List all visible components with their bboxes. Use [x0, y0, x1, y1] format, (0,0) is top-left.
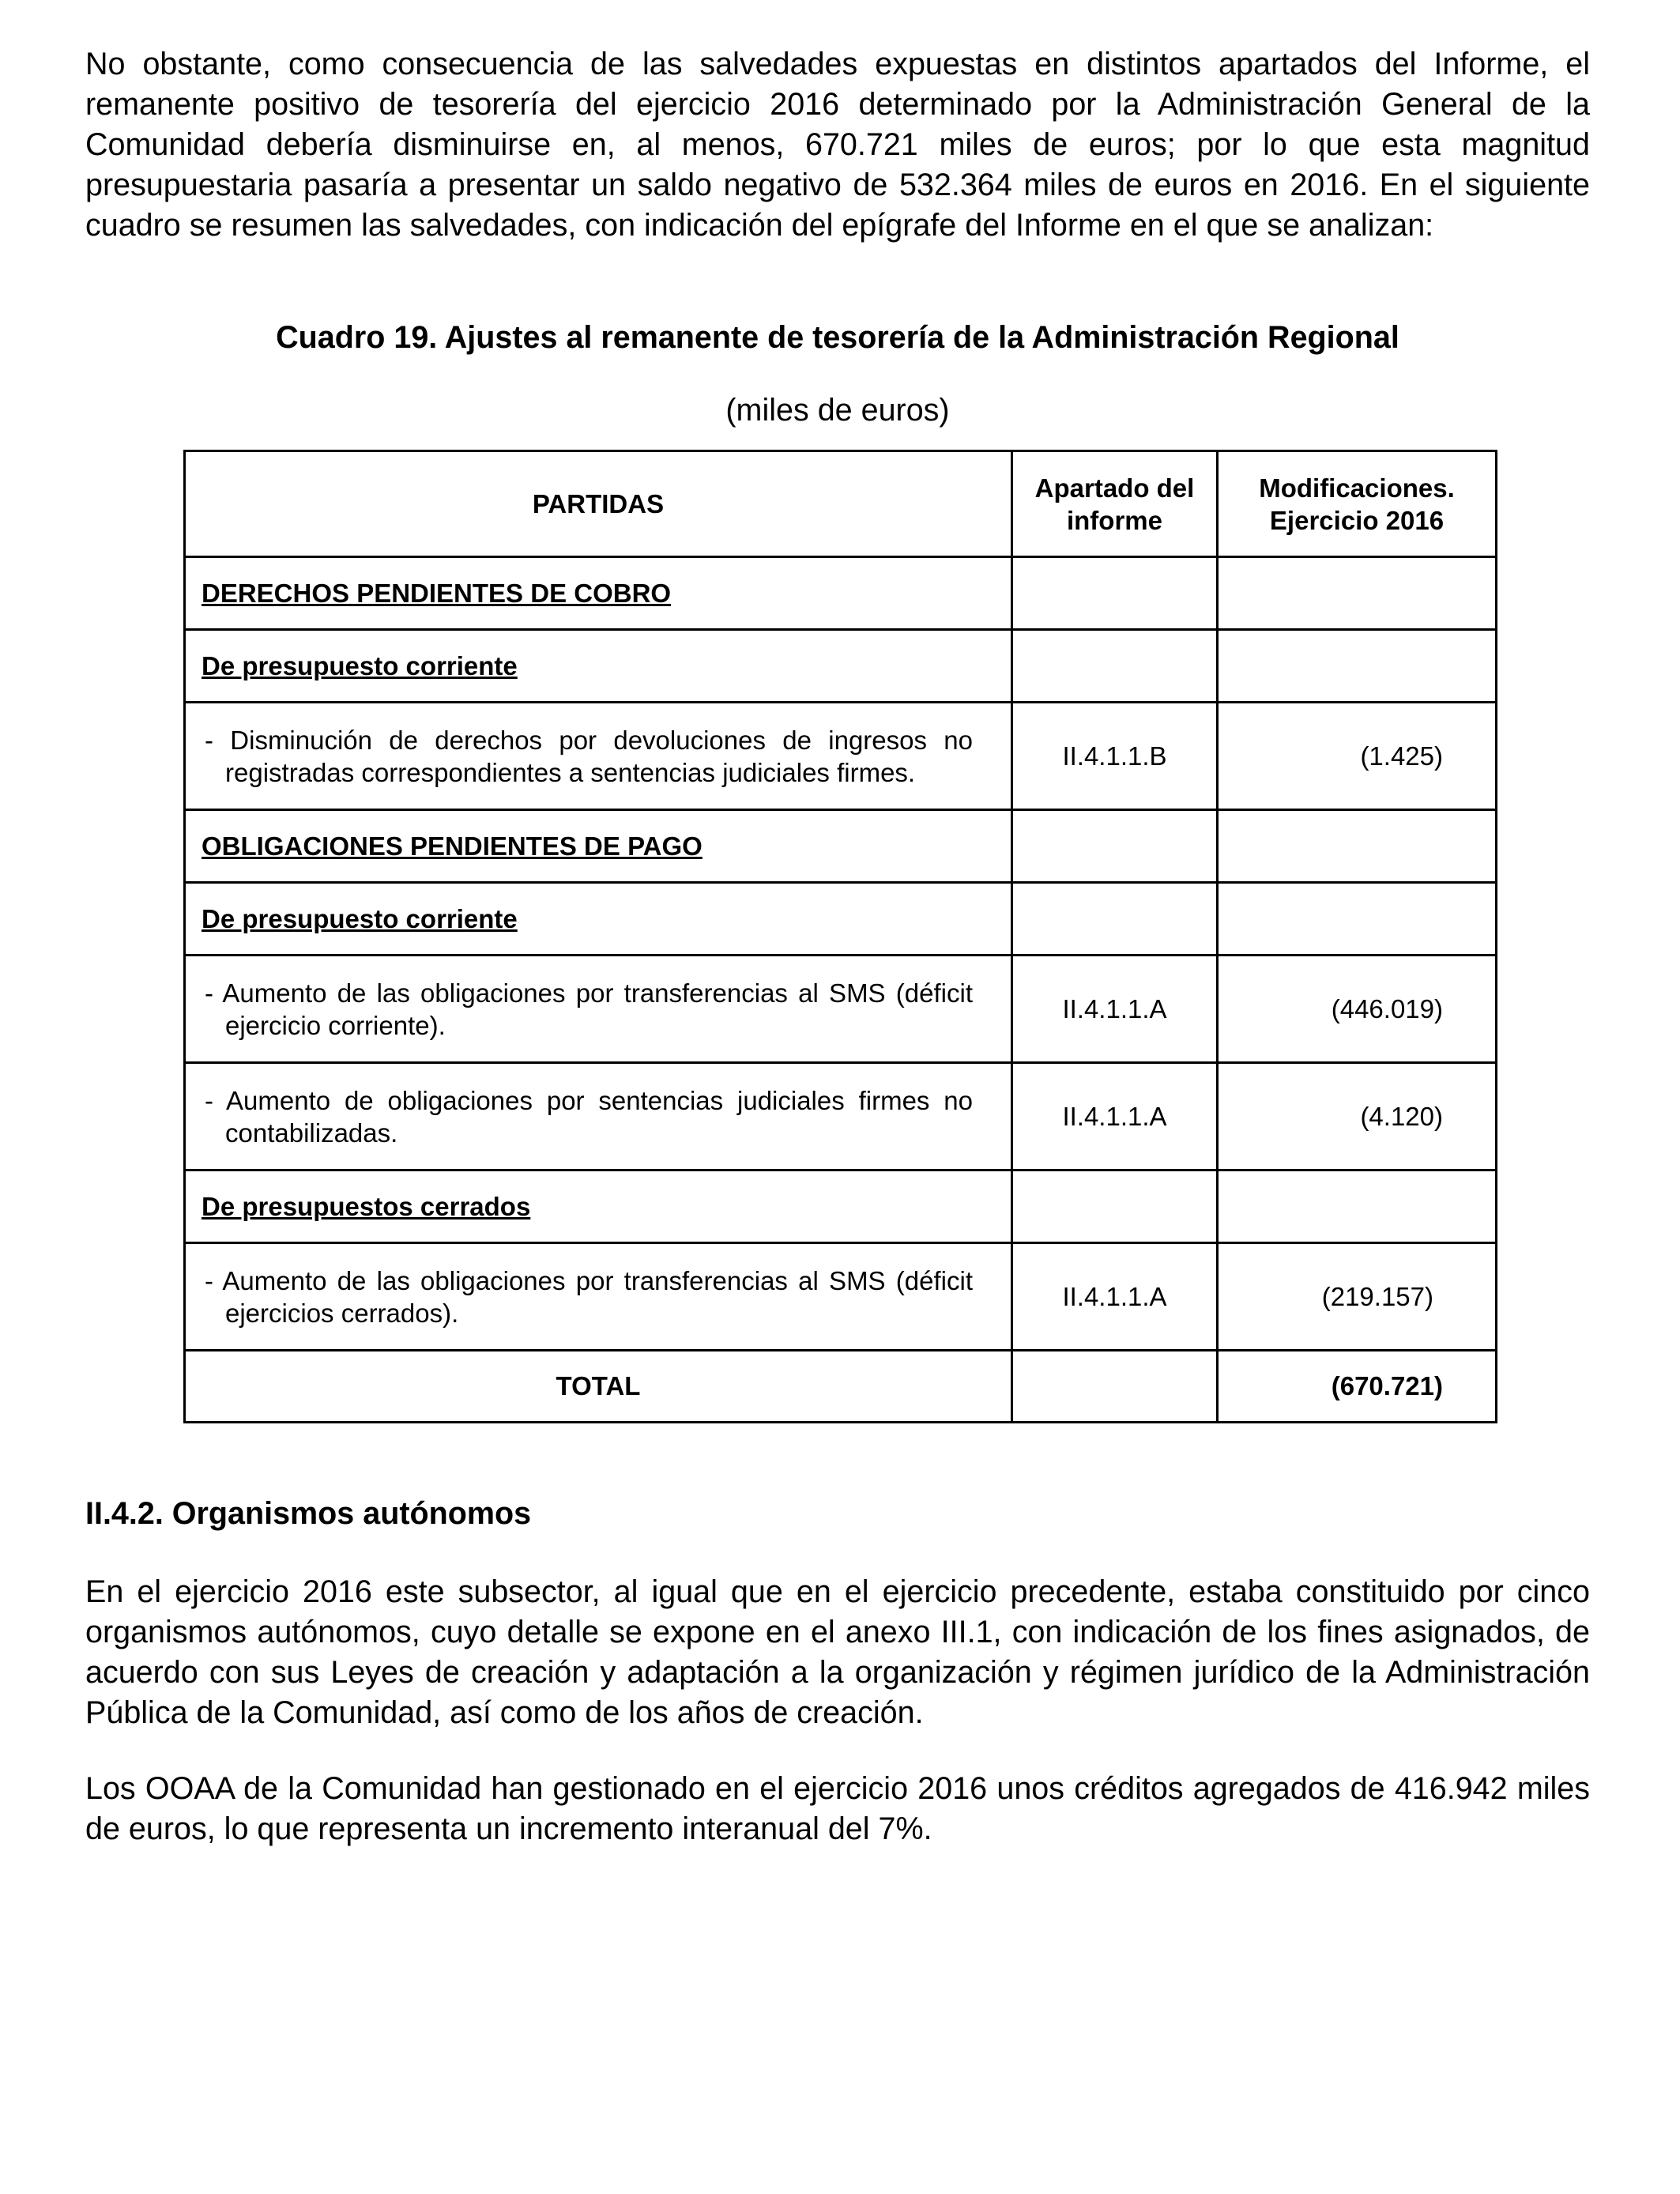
- table-title: Cuadro 19. Ajustes al remanente de tesorería de la Administración Regional: [276, 320, 1399, 355]
- paragraph-creditos: Los OOAA de la Comunidad han gestionado en el ejercicio 2016 unos créditos agregados de 416.942 miles de euros, lo que representa un incremento interanual del 7%.: [85, 1771, 1590, 1846]
- table-header-row: [185, 451, 1497, 557]
- table-row: [185, 1243, 1497, 1351]
- subsection-label: De presupuestos cerrados: [185, 1171, 1012, 1243]
- total-importe: (670.721): [1218, 1351, 1497, 1423]
- subsection-label: De presupuesto corriente: [185, 630, 1012, 703]
- paragraph-organismos: En el ejercicio 2016 este subsector, al igual que en el ejercicio precedente, estaba constituido por cinco organismos autónomos, cuyo detalle se expone en el anexo III.1, con indicación de los fines asignados, de acuerdo con sus Leyes de creación y adaptación a la organización y régimen jurídico de la Administración Pública de la Comunidad, así como de los años de creación.: [85, 1574, 1590, 1730]
- header-modificaciones: Modificaciones. Ejercicio 2016: [1218, 451, 1497, 557]
- table-row: [185, 630, 1497, 703]
- subsection-label: De presupuesto corriente: [185, 883, 1012, 956]
- table-row: [185, 557, 1497, 630]
- header-apartado: Apartado del informe: [1012, 451, 1218, 557]
- table-row: [185, 810, 1497, 883]
- item-label: - Aumento de las obligaciones por transferencias al SMS (déficit ejercicios cerrados).: [205, 1265, 973, 1328]
- item-label: - Aumento de obligaciones por sentencias judiciales firmes no contabilizadas.: [205, 1085, 973, 1148]
- section-heading: II.4.2. Organismos autónomos: [85, 1496, 532, 1531]
- table-row: [185, 956, 1497, 1063]
- table-total-row: [185, 1351, 1497, 1423]
- item-importe: (4.120): [1218, 1063, 1497, 1171]
- total-label: TOTAL: [185, 1351, 1012, 1423]
- item-importe: (1.425): [1218, 703, 1497, 810]
- item-apartado: II.4.1.1.A: [1012, 956, 1218, 1063]
- item-importe: (446.019): [1218, 956, 1497, 1063]
- table-row: [185, 883, 1497, 956]
- table-row: [185, 703, 1497, 810]
- item-apartado: II.4.1.1.B: [1012, 703, 1218, 810]
- item-importe: (219.157): [1218, 1243, 1497, 1351]
- table-row: [185, 1171, 1497, 1243]
- item-label: - Aumento de las obligaciones por transferencias al SMS (déficit ejercicio corriente).: [205, 978, 973, 1040]
- header-partidas: PARTIDAS: [185, 451, 1012, 557]
- item-label: - Disminución de derechos por devoluciones de ingresos no registradas correspondientes a sentencias judiciales firmes.: [205, 725, 973, 787]
- table-units: (miles de euros): [725, 393, 950, 428]
- table-row: [185, 1063, 1497, 1171]
- section-label: DERECHOS PENDIENTES DE COBRO: [185, 557, 1012, 630]
- item-apartado: II.4.1.1.A: [1012, 1063, 1218, 1171]
- intro-paragraph: No obstante, como consecuencia de las salvedades expuestas en distintos apartados del Informe, el remanente positivo de tesorería del ejercicio 2016 determinado por la Administración General de la Comunidad debería disminuirse en, al menos, 670.721 miles de euros; por lo que esta magnitud presupuestaria pasaría a presentar un saldo negativo de 532.364 miles de euros en 2016. En el siguiente cuadro se resumen las salvedades, con indicación del epígrafe del Informe en el que se analizan:: [85, 47, 1590, 243]
- section-label: OBLIGACIONES PENDIENTES DE PAGO: [185, 810, 1012, 883]
- adjustments-table: [183, 450, 1497, 1423]
- item-apartado: II.4.1.1.A: [1012, 1243, 1218, 1351]
